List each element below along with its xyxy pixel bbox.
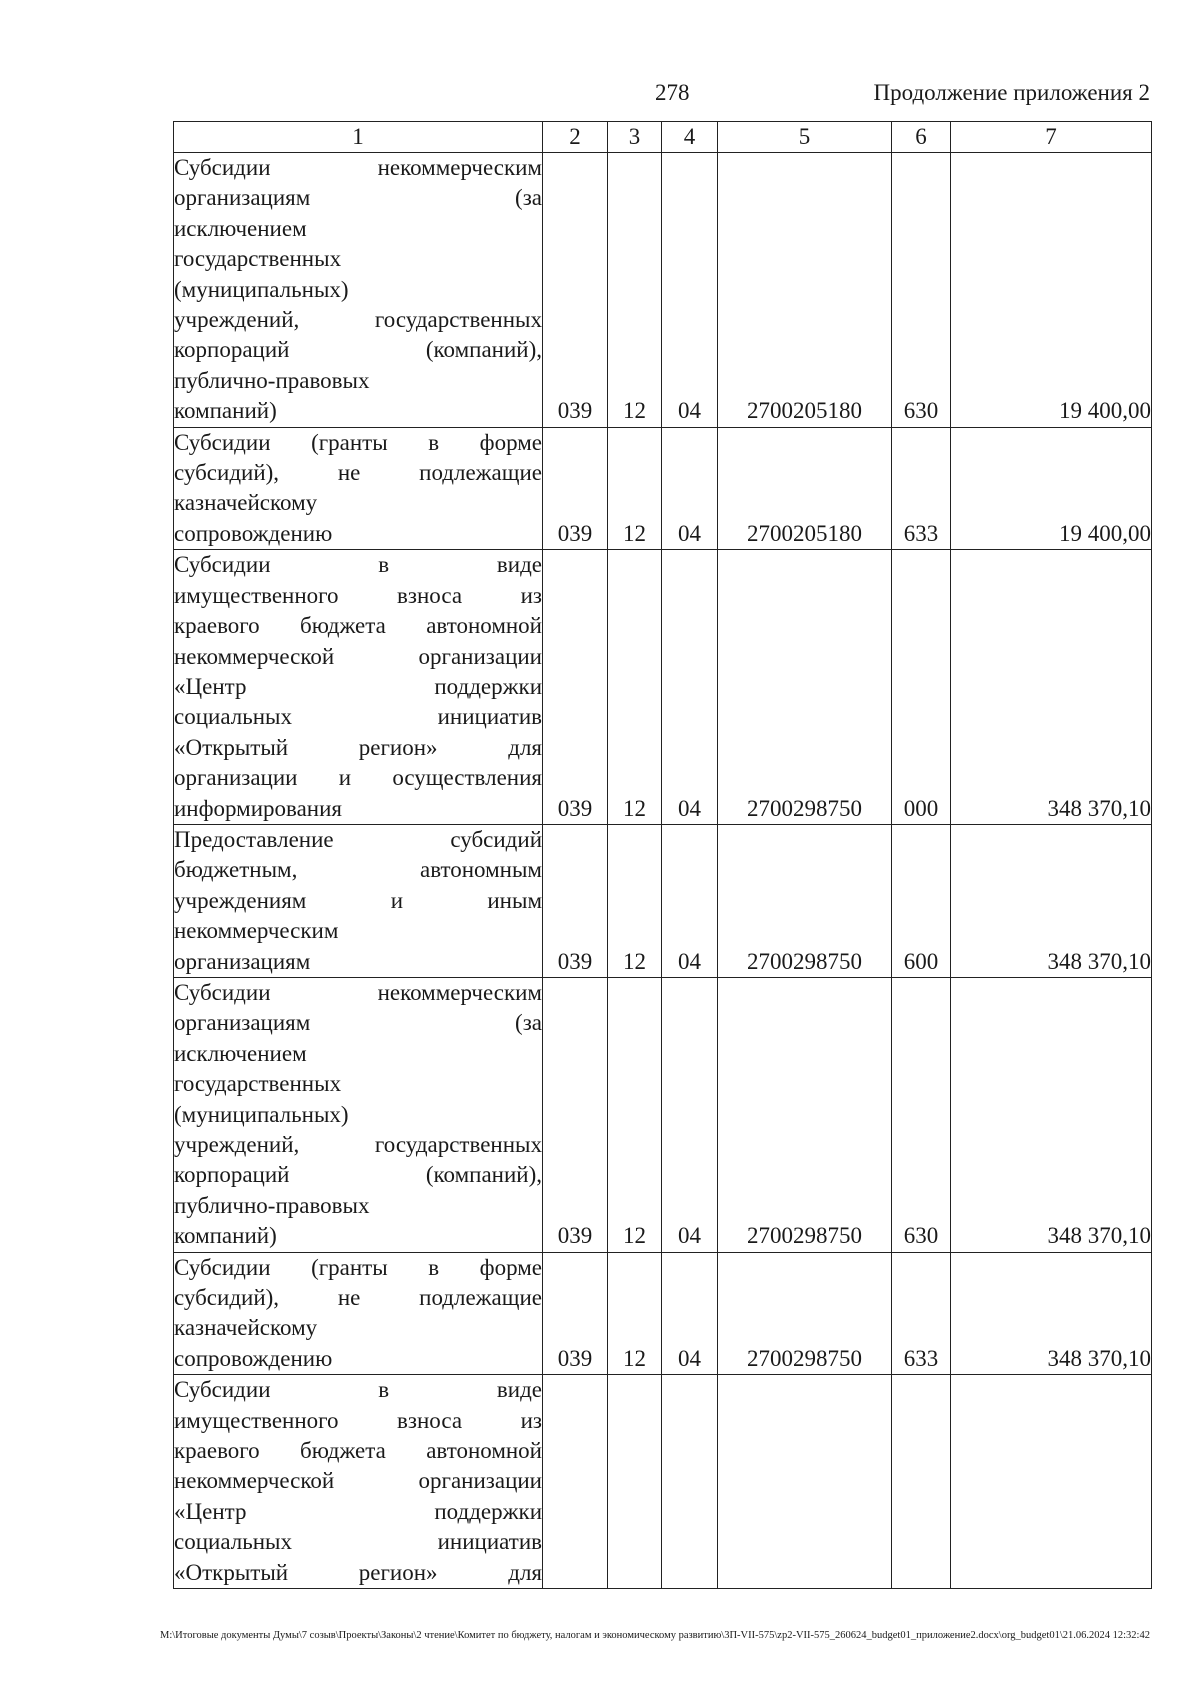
cell-admin-code (543, 1375, 608, 1589)
description-line: некоммерческой организации (174, 643, 542, 669)
description-line: корпораций (компаний), (174, 1162, 542, 1188)
description-line: Субсидии некоммерческим (174, 979, 542, 1005)
description-line: имущественного взноса из (174, 1407, 542, 1433)
cell-amount (951, 1375, 1152, 1589)
description-line: «Открытый регион» для (174, 1559, 542, 1585)
cell-section: 12 (608, 1252, 662, 1375)
description-line: организации и осуществления (174, 765, 542, 791)
row-description (174, 153, 543, 428)
description-line: некоммерческой организации (174, 1468, 542, 1494)
row-description (174, 550, 543, 825)
description-line: информирования (174, 795, 342, 821)
cell-admin-code: 039 (543, 824, 608, 977)
description-line: исключением (174, 215, 307, 241)
cell-subsection: 04 (662, 153, 718, 428)
description-line: Субсидии в виде (174, 552, 542, 578)
page-number: 278 (655, 80, 690, 105)
cell-amount: 348 370,10 (951, 824, 1152, 977)
description-line: некоммерческим (174, 918, 339, 944)
table-row (174, 824, 1152, 977)
cell-expense-type: 630 (892, 977, 951, 1252)
cell-expense-type (892, 1375, 951, 1589)
cell-target-article: 2700298750 (718, 1252, 892, 1375)
table-row (174, 550, 1152, 825)
column-header-1: 1 (174, 122, 543, 153)
row-description (174, 1375, 543, 1589)
cell-subsection: 04 (662, 977, 718, 1252)
description-line: Субсидии некоммерческим (174, 155, 542, 180)
column-header-4: 4 (662, 122, 718, 153)
cell-amount: 19 400,00 (951, 153, 1152, 428)
cell-subsection: 04 (662, 427, 718, 550)
budget-table (173, 121, 1152, 1589)
description-line: государственных (174, 246, 342, 272)
column-header-5: 5 (718, 122, 892, 153)
description-line: краевого бюджета автономной (174, 1438, 542, 1464)
cell-amount: 348 370,10 (951, 977, 1152, 1252)
description-line: казначейскому (174, 1315, 318, 1341)
cell-admin-code: 039 (543, 977, 608, 1252)
cell-expense-type: 633 (892, 1252, 951, 1375)
description-line: бюджетным, автономным (174, 857, 542, 883)
row-description (174, 427, 543, 550)
cell-target-article: 2700298750 (718, 824, 892, 977)
description-line: «Центр поддержки (174, 673, 542, 699)
row-description (174, 824, 543, 977)
description-line: публично-правовых (174, 367, 370, 393)
cell-section: 12 (608, 427, 662, 550)
description-line: субсидий), не подлежащие (174, 460, 542, 486)
cell-section: 12 (608, 824, 662, 977)
column-header-6: 6 (892, 122, 951, 153)
description-line: Субсидии в виде (174, 1377, 542, 1403)
column-header-2: 2 (543, 122, 608, 153)
description-line: социальных инициатив (174, 704, 542, 730)
description-line: публично-правовых (174, 1192, 370, 1218)
description-line: корпораций (компаний), (174, 337, 542, 363)
continuation-label: Продолжение приложения 2 (873, 80, 1150, 105)
description-line: организациям (за (174, 185, 542, 211)
description-line: организациям (174, 948, 311, 974)
cell-target-article: 2700205180 (718, 153, 892, 428)
description-line: учреждений, государственных (174, 307, 542, 333)
row-description (174, 977, 543, 1252)
cell-admin-code: 039 (543, 550, 608, 825)
description-line: учреждений, государственных (174, 1132, 542, 1157)
table-row (174, 427, 1152, 550)
cell-section (608, 1375, 662, 1589)
description-line: компаний) (174, 398, 277, 424)
description-line: исключением (174, 1040, 307, 1066)
column-header-7: 7 (951, 122, 1152, 153)
description-line: имущественного взноса из (174, 582, 542, 608)
description-line: «Открытый регион» для (174, 734, 542, 760)
cell-subsection: 04 (662, 1252, 718, 1375)
cell-admin-code: 039 (543, 1252, 608, 1375)
cell-target-article: 2700205180 (718, 427, 892, 550)
description-line: учреждениям и иным (174, 887, 542, 913)
description-line: компаний) (174, 1223, 277, 1249)
cell-expense-type: 630 (892, 153, 951, 428)
cell-subsection: 04 (662, 550, 718, 825)
description-line: субсидий), не подлежащие (174, 1285, 542, 1311)
description-line: краевого бюджета автономной (174, 613, 542, 639)
cell-section: 12 (608, 977, 662, 1252)
cell-target-article: 2700298750 (718, 550, 892, 825)
description-line: государственных (174, 1071, 342, 1097)
table-row (174, 1252, 1152, 1375)
cell-amount: 348 370,10 (951, 1252, 1152, 1375)
description-line: Предоставление субсидий (174, 826, 542, 852)
table-body (174, 153, 1152, 1589)
table-header (174, 122, 1152, 153)
cell-admin-code: 039 (543, 153, 608, 428)
cell-target-article (718, 1375, 892, 1589)
cell-section: 12 (608, 153, 662, 428)
table-row (174, 977, 1152, 1252)
cell-amount: 19 400,00 (951, 427, 1152, 550)
cell-subsection: 04 (662, 824, 718, 977)
header-row (174, 122, 1152, 153)
cell-expense-type: 000 (892, 550, 951, 825)
description-line: (муниципальных) (174, 1101, 349, 1127)
cell-expense-type: 600 (892, 824, 951, 977)
description-line: социальных инициатив (174, 1529, 542, 1555)
table-row (174, 153, 1152, 428)
cell-admin-code: 039 (543, 427, 608, 550)
description-line: «Центр поддержки (174, 1498, 542, 1524)
footer-file-path: M:\Итоговые документы Думы\7 созыв\Проекты\Законы\2 чтение\Комитет по бюджету, налогам и экономическому развитию\3П-VII-575\zp2-VII-575_260624_budget01_приложение2.docx\org_budget01\21.06.2024 12:32:42 (160, 1630, 1150, 1641)
column-header-3: 3 (608, 122, 662, 153)
description-line: сопровождению (174, 520, 333, 546)
table-row (174, 1375, 1152, 1589)
description-line: (муниципальных) (174, 276, 349, 302)
row-description (174, 1252, 543, 1375)
cell-expense-type: 633 (892, 427, 951, 550)
description-line: казначейскому (174, 490, 318, 516)
cell-target-article: 2700298750 (718, 977, 892, 1252)
description-line: организациям (за (174, 1010, 542, 1036)
cell-subsection (662, 1375, 718, 1589)
cell-section: 12 (608, 550, 662, 825)
description-line: сопровождению (174, 1345, 333, 1371)
cell-amount: 348 370,10 (951, 550, 1152, 825)
description-line: Субсидии (гранты в форме (174, 429, 542, 455)
description-line: Субсидии (гранты в форме (174, 1254, 542, 1280)
